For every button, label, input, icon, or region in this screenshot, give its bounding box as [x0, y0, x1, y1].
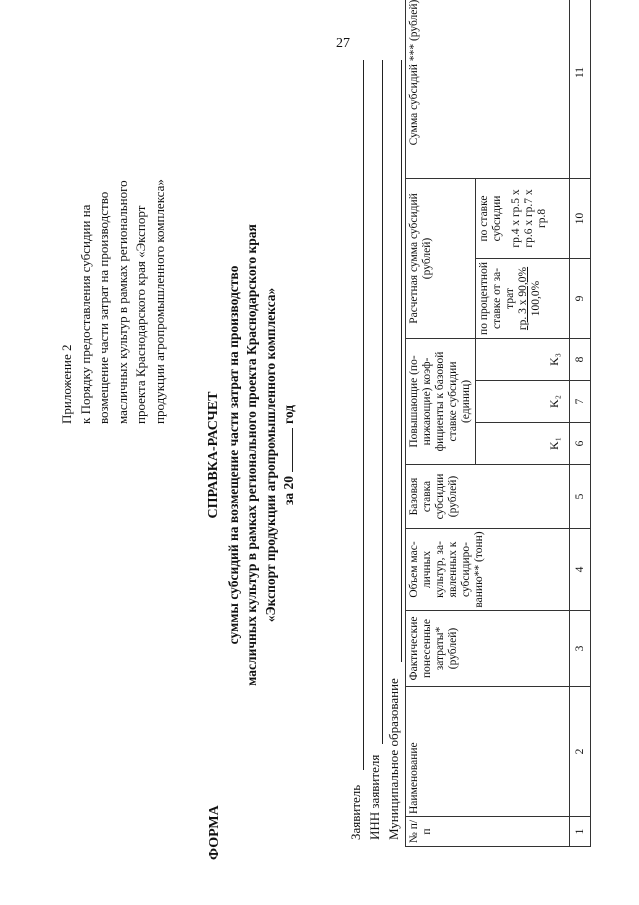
title-line: «Экспорт продукции агропромышленного комплекса» — [262, 287, 278, 623]
appendix-line: масличных культур в рамках регионального — [114, 180, 130, 424]
municipality-line — [401, 60, 402, 662]
header-k1: K₁ — [476, 423, 570, 465]
appendix-line: к Порядку предоставления субсидии на — [77, 204, 93, 424]
by-percent-value: 100,0% — [530, 280, 542, 317]
header-k3: K₃ — [476, 338, 570, 380]
inn-label: ИНН заявителя — [367, 754, 382, 840]
header-by-rate — [476, 178, 570, 258]
inn-field[interactable] — [367, 60, 386, 840]
year-suffix: год — [281, 404, 296, 424]
year-prefix: за 20 — [281, 475, 296, 506]
header-actual-costs: Фактические понесенные затраты* (рублей) — [406, 611, 570, 687]
col-number-cell: 10 — [570, 178, 591, 258]
municipality-label: Муниципальное образование — [386, 678, 401, 840]
col-number-cell: 7 — [570, 381, 591, 423]
applicant-field[interactable] — [348, 60, 367, 840]
header-coefficients: Повышающие (по-нижающие) коэф-фициенты к базовой ставке субсидии (единиц) — [406, 338, 476, 464]
table-row — [570, 0, 591, 847]
calculation-table — [405, 0, 591, 847]
title-line: суммы субсидий на возмещение части затрат на производство — [225, 265, 241, 645]
appendix-block — [58, 84, 169, 424]
table-header-row — [406, 0, 476, 847]
header-by-percent — [476, 258, 570, 338]
col-number-cell: 1 — [570, 817, 591, 847]
title-heading: СПРАВКА-РАСЧЕТ — [206, 391, 221, 519]
inn-line — [382, 60, 383, 744]
page-number: 27 — [336, 36, 350, 51]
title-line: масличных культур в рамках регионального проекта Краснодарского края — [244, 224, 259, 686]
year-blank — [281, 428, 293, 472]
title-year — [280, 220, 299, 690]
header-k2: K₂ — [476, 381, 570, 423]
col-number-cell: 9 — [570, 258, 591, 338]
appendix-line: возмещение части затрат на производство — [96, 191, 111, 424]
col-number-cell: 2 — [570, 687, 591, 817]
appendix-line: проекта Краснодарского края «Экспорт — [133, 205, 148, 424]
header-base-rate: Базовая ставка субсидии (рублей) — [406, 465, 570, 529]
col-number-cell: 8 — [570, 338, 591, 380]
applicant-fields — [348, 60, 405, 840]
appendix-line: продукции агропромышленного комплекса» — [151, 179, 167, 424]
appendix-line: Приложение 2 — [59, 344, 74, 424]
header-subsidy-sum: Сумма субсидий *** (рублей) — [406, 0, 570, 178]
header-volume: Объем мас-личных культур, за-явленных к субсидиро-ванию** (тонн) — [406, 529, 570, 611]
header-calculated-sum: Расчетная сумма субсидий (рублей) — [406, 178, 476, 338]
col-number-cell: 5 — [570, 465, 591, 529]
document-title — [205, 220, 299, 690]
form-label: ФОРМА — [207, 805, 222, 860]
by-rate-formula: гр.4 х гр.5 х гр.6 х гр.7 х гр.8 — [510, 189, 548, 248]
municipality-field[interactable] — [386, 60, 405, 840]
applicant-line — [363, 60, 364, 770]
header-name: Наименование — [406, 687, 570, 817]
col-number-cell: 11 — [570, 0, 591, 178]
col-number-cell: 4 — [570, 529, 591, 611]
header-number: № п/п — [406, 817, 570, 847]
col-number-cell: 6 — [570, 423, 591, 465]
col-number-cell: 3 — [570, 611, 591, 687]
applicant-label: Заявитель — [348, 784, 363, 840]
by-percent-label: по процентной ставке от за-трат — [478, 262, 516, 335]
by-rate-label: по ставке субсидии — [478, 195, 503, 242]
by-percent-formula: гр. 3 х 90,0% — [517, 266, 529, 331]
